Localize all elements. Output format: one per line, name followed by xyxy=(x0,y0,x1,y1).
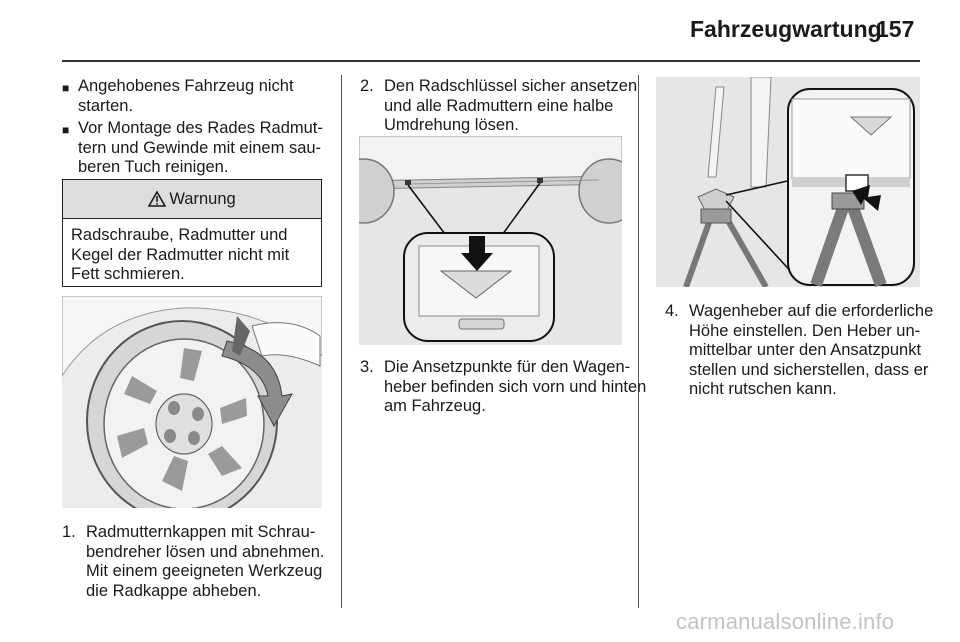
footer-watermark: carmanualsonline.info xyxy=(676,609,895,634)
step-1 xyxy=(62,523,348,601)
figure-jack-positioning xyxy=(656,77,920,287)
step-4-text: Wagenheber auf die erforderliche Höhe einstellen. Den Heber unmittelbar unter den Ansatzpunkt stellen und sicherstellen, dass er nicht rutschen kann. xyxy=(689,302,934,398)
step-2-number: 2. xyxy=(360,77,374,95)
step-4-number: 4. xyxy=(665,302,679,320)
warning-header xyxy=(63,180,321,219)
bullet-text-2: Vor Montage des Rades Radmuttern und Gewinde mit einem sauberen Tuch reinigen. xyxy=(78,119,323,176)
figure-wheel-cover-removal xyxy=(62,296,322,508)
bullet-text-1: Angehobenes Fahrzeug nicht starten. xyxy=(78,77,294,115)
step-2 xyxy=(360,77,648,136)
warning-box xyxy=(62,179,322,287)
step-2-text: Den Radschlüssel sicher ansetzen und alle Radmuttern eine halbe Umdrehung lösen. xyxy=(384,77,638,134)
step-3-text: Die Ansetzpunkte für den Wagenheber befinden sich vorn und hinten am Fahrzeug. xyxy=(384,358,647,415)
page-number: 157 xyxy=(876,16,915,42)
step-1-text: Radmutternkappen mit Schraubendreher lösen und abnehmen. Mit einem geeigneten Werkzeug die Radkappe abheben. xyxy=(86,523,325,600)
page-title: Fahrzeugwartung xyxy=(690,16,882,42)
warning-body: Radschraube, Radmutter und Kegel der Radmutter nicht mit Fett schmieren. xyxy=(71,226,290,283)
bullet-marker-1: ■ xyxy=(62,81,70,95)
warning-title: Warnung xyxy=(169,189,236,208)
figure-jacking-points-sill xyxy=(359,136,622,345)
step-4 xyxy=(665,302,951,400)
bullet-marker-2: ■ xyxy=(62,123,70,137)
step-3-number: 3. xyxy=(360,358,374,376)
step-3 xyxy=(360,358,648,417)
column-divider-2 xyxy=(638,75,639,608)
step-1-number: 1. xyxy=(62,523,76,541)
header-divider xyxy=(62,60,920,62)
warning-triangle-icon xyxy=(148,191,166,207)
